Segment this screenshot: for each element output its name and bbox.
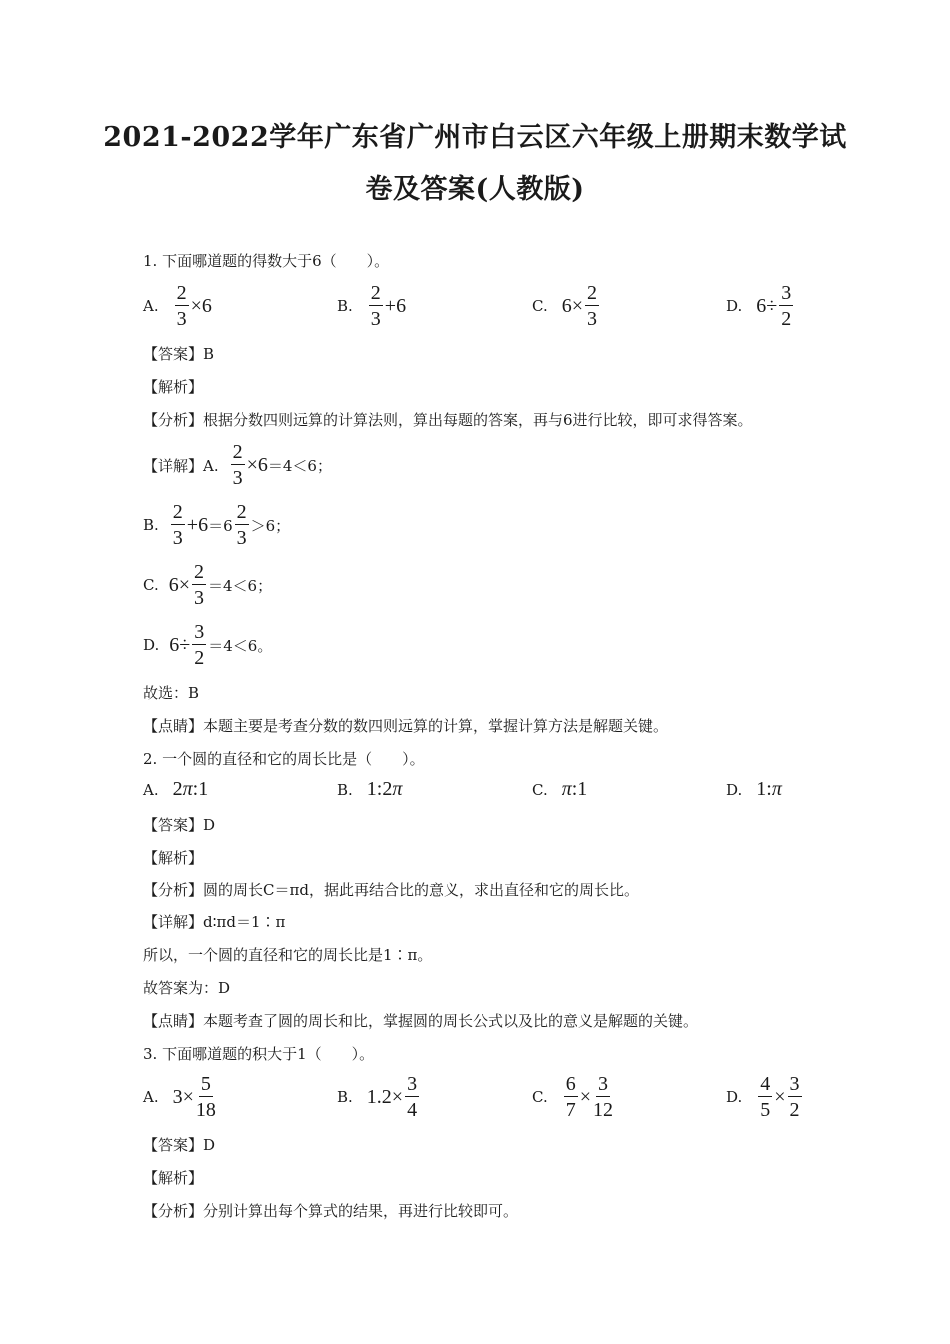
q3-option-a-fraction xyxy=(196,1074,216,1120)
q3-option-c-times: × xyxy=(579,1085,591,1108)
q2-dianjing: 【点睛】本题考查了圆的周长和比，掌握圆的周长公式以及比的意义是解题的关键。 xyxy=(143,1012,699,1030)
q3-option-c xyxy=(532,1074,615,1120)
denominator: 3 xyxy=(172,527,183,549)
numerator: 3 xyxy=(407,1073,418,1095)
q2-answer: 【答案】D xyxy=(143,816,216,834)
q3-option-d xyxy=(726,1074,804,1120)
q1-detail-b-fraction xyxy=(171,502,185,548)
q1-detail-b-label: B. xyxy=(143,516,159,534)
q1-option-d-label: D. xyxy=(726,297,743,315)
q1-detail-c-tail: ＝4＜6； xyxy=(208,576,273,595)
q2-option-b-pre: 1:2 xyxy=(366,778,393,800)
pi-symbol: π xyxy=(182,778,193,800)
numerator: 5 xyxy=(200,1073,211,1095)
q1-detail-d-tail: ＝4＜6。 xyxy=(208,636,273,655)
q1-option-c-fraction xyxy=(585,283,599,329)
q1-detail-d xyxy=(143,622,272,668)
q1-option-c xyxy=(532,283,601,329)
q3-option-b-fraction xyxy=(405,1074,419,1120)
q2-jiexi: 【解析】 xyxy=(143,849,204,867)
numerator: 2 xyxy=(370,282,381,304)
q1-detail-prefix: 【详解】A. xyxy=(143,456,219,475)
q3-option-d-fraction2 xyxy=(788,1074,802,1120)
q2-option-d xyxy=(726,778,782,801)
numerator: 2 xyxy=(232,441,243,463)
q1-detail-a-tail: ＝4＜6； xyxy=(267,456,332,475)
q3-option-b-pre: 1.2× xyxy=(366,1085,404,1108)
denominator: 18 xyxy=(195,1099,216,1121)
numerator: 3 xyxy=(789,1073,800,1095)
pi-symbol: π xyxy=(771,778,782,800)
q1-option-d xyxy=(726,283,795,329)
q3-option-d-label: D. xyxy=(726,1088,743,1106)
q1-option-c-label: C. xyxy=(532,297,548,315)
q1-option-b-op: +6 xyxy=(384,294,407,317)
numerator: 4 xyxy=(760,1073,771,1095)
numerator: 2 xyxy=(587,282,597,304)
q3-option-c-label: C. xyxy=(532,1088,548,1106)
q1-answer: 【答案】B xyxy=(143,345,215,363)
doc-title-line1: 2021-2022学年广东省广州市白云区六年级上册期末数学试 xyxy=(103,122,847,153)
numerator: 2 xyxy=(176,282,187,304)
q1-detail-a-fraction xyxy=(231,442,245,488)
q1-option-b xyxy=(337,283,406,329)
q1-detail-c-fraction xyxy=(192,562,206,608)
q1-detail-d-fraction xyxy=(192,622,206,668)
q2-option-a-pre: 2 xyxy=(172,778,183,800)
numerator: 2 xyxy=(236,501,247,523)
numerator: 2 xyxy=(172,501,183,523)
q1-option-b-label: B. xyxy=(337,297,353,315)
q3-option-b xyxy=(337,1074,421,1120)
numerator: 6 xyxy=(565,1073,576,1095)
pi-symbol: π xyxy=(392,778,403,800)
q1-stem: 1. 下面哪道题的得数大于6（ ）。 xyxy=(143,252,390,270)
q1-detail-b-tail: ＞6； xyxy=(250,516,291,535)
denominator: 5 xyxy=(760,1099,771,1121)
q1-option-a-label: A. xyxy=(143,297,159,315)
q2-option-b-label: B. xyxy=(337,780,353,799)
pi-symbol: π xyxy=(561,778,572,800)
q1-detail-b xyxy=(143,502,290,548)
denominator: 2 xyxy=(789,1099,800,1121)
q1-option-a xyxy=(143,283,212,329)
q1-detail-b-mid: ＝6 xyxy=(208,516,233,535)
q3-option-a-label: A. xyxy=(143,1088,159,1106)
q1-option-d-fraction xyxy=(779,283,793,329)
q3-jiexi: 【解析】 xyxy=(143,1169,204,1187)
denominator: 3 xyxy=(587,308,597,330)
q3-option-d-fraction1 xyxy=(758,1074,772,1120)
q1-jiexi: 【解析】 xyxy=(143,378,204,396)
denominator: 2 xyxy=(781,308,792,330)
q2-option-c-post: :1 xyxy=(571,778,588,800)
denominator: 2 xyxy=(194,647,205,669)
denominator: 4 xyxy=(407,1099,418,1121)
doc-title-line2: 卷及答案(人教版) xyxy=(365,174,585,205)
denominator: 3 xyxy=(194,587,204,609)
denominator: 7 xyxy=(565,1099,576,1121)
denominator: 3 xyxy=(236,527,247,549)
numerator: 3 xyxy=(598,1073,608,1095)
q2-detail: 【详解】d∶πd＝1∶π xyxy=(143,913,286,931)
denominator: 12 xyxy=(593,1099,613,1121)
denominator: 3 xyxy=(370,308,381,330)
q2-option-a xyxy=(143,778,208,801)
q3-option-a-pre: 3× xyxy=(172,1085,194,1108)
q3-option-b-label: B. xyxy=(337,1088,353,1106)
q1-detail-a-op: ×6 xyxy=(246,453,268,476)
q1-detail-c xyxy=(143,562,272,608)
q2-option-c-label: C. xyxy=(532,780,548,799)
q1-detail-c-label: C. xyxy=(143,576,159,594)
q3-option-c-fraction1 xyxy=(564,1074,578,1120)
q1-option-c-pre: 6× xyxy=(561,294,583,317)
q1-detail-c-pre: 6× xyxy=(168,573,190,596)
q2-option-d-label: D. xyxy=(726,780,743,799)
denominator: 3 xyxy=(176,308,187,330)
q3-stem: 3. 下面哪道题的积大于1（ ）。 xyxy=(143,1045,375,1063)
numerator: 3 xyxy=(194,621,205,643)
q2-final: 故答案为：D xyxy=(143,979,231,997)
denominator: 3 xyxy=(232,467,243,489)
q3-answer: 【答案】D xyxy=(143,1136,216,1154)
q2-option-c xyxy=(532,778,587,801)
q2-stem: 2. 一个圆的直径和它的周长比是（ ）。 xyxy=(143,750,425,768)
numerator: 3 xyxy=(781,282,792,304)
q2-option-b xyxy=(337,778,402,801)
numerator: 2 xyxy=(194,561,204,583)
q3-option-c-fraction2 xyxy=(593,1074,613,1120)
q2-so: 所以，一个圆的直径和它的周长比是1∶π。 xyxy=(143,946,433,964)
q1-detail-b-op: +6 xyxy=(186,513,209,536)
q1-option-b-fraction xyxy=(369,283,383,329)
q1-detail-a xyxy=(143,442,332,488)
q3-option-a xyxy=(143,1074,218,1120)
q1-detail-d-label: D. xyxy=(143,636,160,654)
q2-option-a-label: A. xyxy=(143,780,159,799)
q1-option-d-pre: 6÷ xyxy=(756,294,778,317)
q1-detail-d-pre: 6÷ xyxy=(169,633,191,656)
q1-dianjing: 【点睛】本题主要是考查分数的数四则远算的计算，掌握计算方法是解题关键。 xyxy=(143,717,669,735)
q1-option-a-fraction xyxy=(175,283,189,329)
q2-option-d-pre: 1: xyxy=(756,778,772,800)
q1-fenxi: 【分析】根据分数四则远算的计算法则，算出每题的答案，再与6进行比较，即可求得答案。 xyxy=(143,411,753,429)
q1-detail-b-fraction2 xyxy=(235,502,249,548)
q3-option-d-times: × xyxy=(774,1085,786,1108)
q2-option-a-post: :1 xyxy=(192,778,209,800)
q1-option-a-op: ×6 xyxy=(190,294,212,317)
q1-choose: 故选：B xyxy=(143,684,200,702)
q3-fenxi: 【分析】分别计算出每个算式的结果，再进行比较即可。 xyxy=(143,1202,519,1220)
q2-fenxi: 【分析】圆的周长C＝πd，据此再结合比的意义，求出直径和它的周长比。 xyxy=(143,881,639,899)
